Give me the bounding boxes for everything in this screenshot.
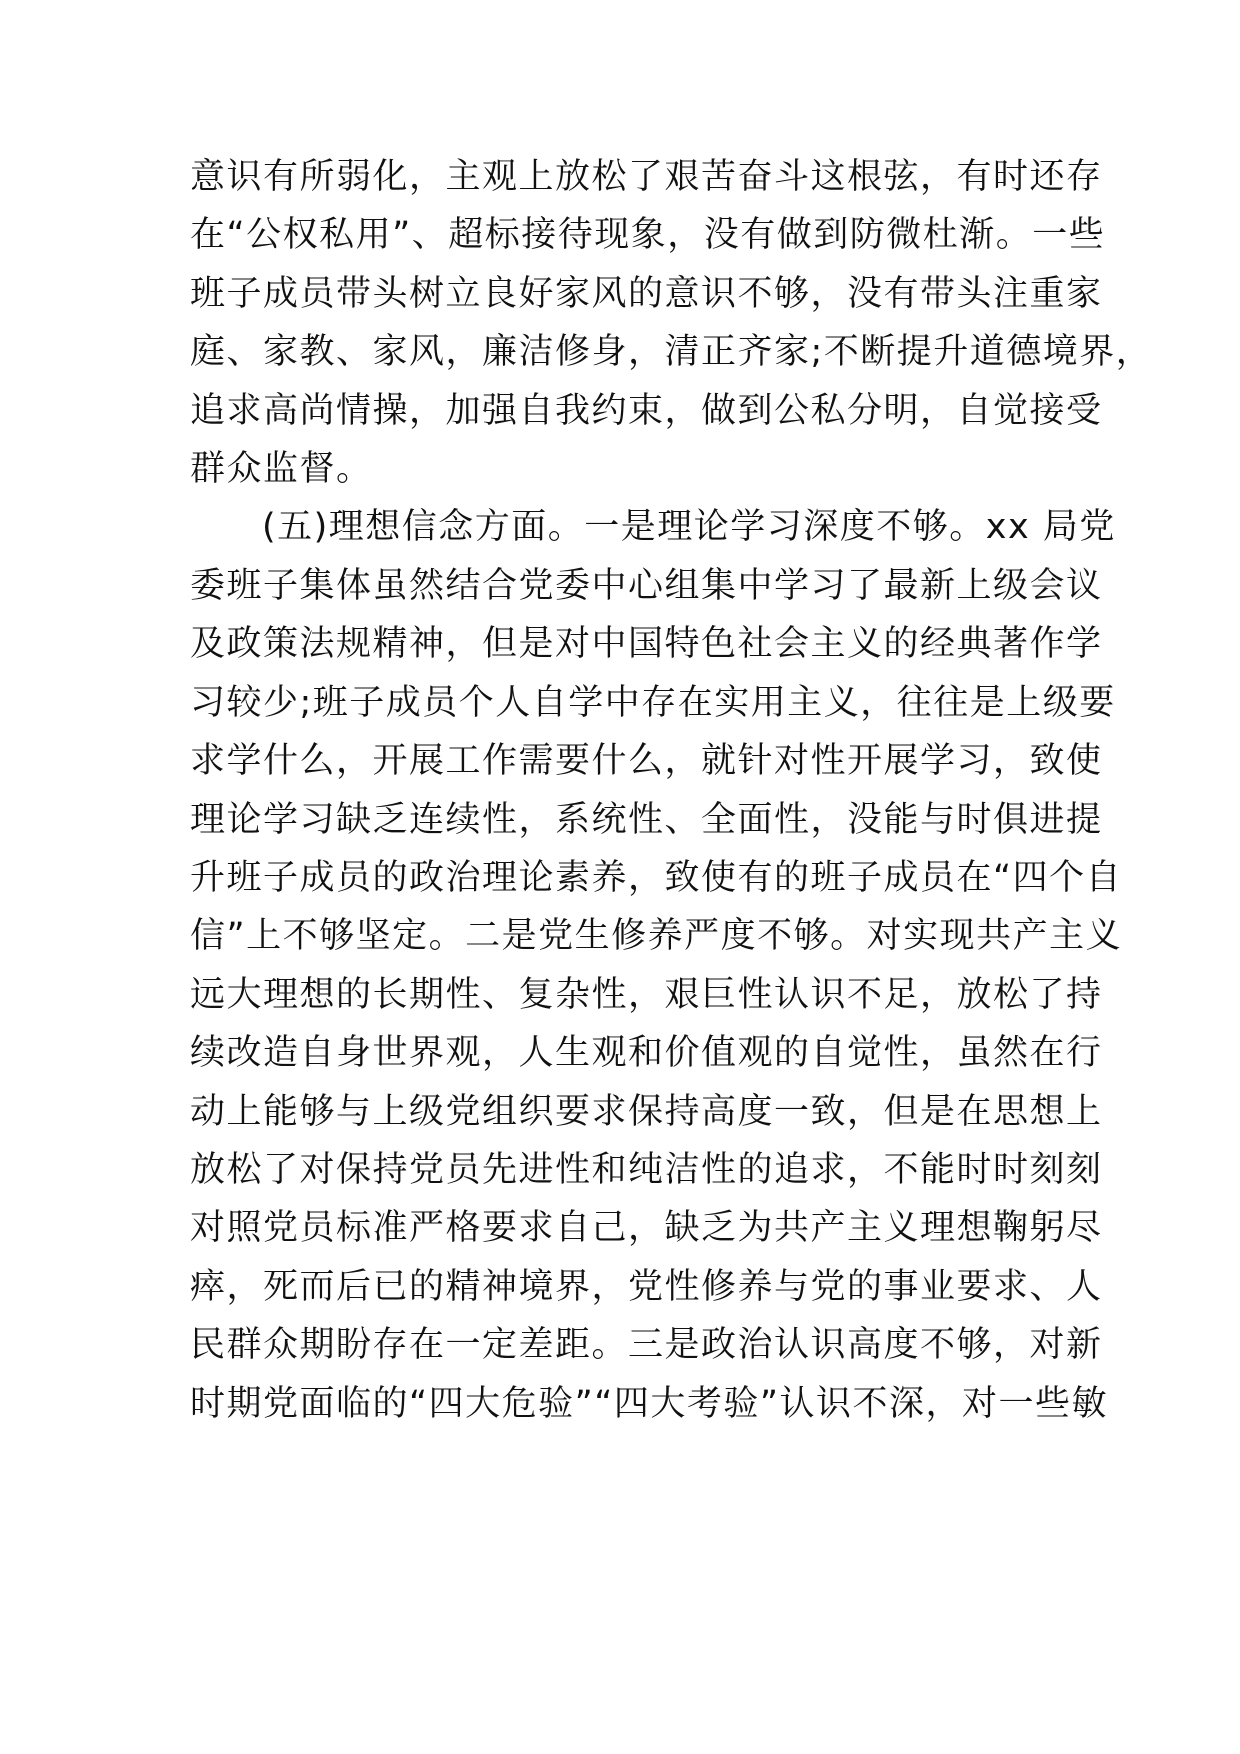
text-line: 委班子集体虽然结合党委中心组集中学习了最新上级会议: [190, 566, 1103, 606]
text-line: 及政策法规精神，但是对中国特色社会主义的经典著作学: [190, 624, 1103, 664]
text-line: 理论学习缺乏连续性，系统性、全面性，没能与时俱进提: [190, 800, 1103, 840]
section-heading-line: (五)理想信念方面。一是理论学习深度不够。xx 局党: [262, 507, 1116, 547]
text-line: 群众监督。: [190, 449, 373, 489]
text-line: 信”上不够坚定。二是党生修养严度不够。对实现共产主义: [190, 916, 1123, 956]
text-line: 民群众期盼存在一定差距。三是政治认识高度不够，对新: [190, 1325, 1103, 1365]
text-line: 动上能够与上级党组织要求保持高度一致，但是在思想上: [190, 1092, 1103, 1132]
text-line: 远大理想的长期性、复杂性，艰巨性认识不足，放松了持: [190, 975, 1103, 1015]
text-line: 续改造自身世界观，人生观和价值观的自觉性，虽然在行: [190, 1033, 1103, 1073]
text-line: 求学什么，开展工作需要什么，就针对性开展学习，致使: [190, 741, 1103, 781]
text-line: 对照党员标准严格要求自己，缺乏为共产主义理想鞠躬尽: [190, 1208, 1103, 1248]
text-line: 习较少;班子成员个人自学中存在实用主义，往往是上级要: [190, 683, 1116, 723]
text-line: 瘁，死而后已的精神境界，党性修养与党的事业要求、人: [190, 1267, 1103, 1307]
text-line: 意识有所弱化，主观上放松了艰苦奋斗这根弦，有时还存: [190, 157, 1103, 197]
text-line: 追求高尚情操，加强自我约束，做到公私分明，自觉接受: [190, 391, 1103, 431]
text-line: 班子成员带头树立良好家风的意识不够，没有带头注重家: [190, 274, 1103, 314]
text-line: 升班子成员的政治理论素养，致使有的班子成员在“四个自: [190, 858, 1123, 898]
text-line: 时期党面临的“四大危验”“四大考验”认识不深，对一些敏: [190, 1384, 1109, 1424]
text-line: 放松了对保持党员先进性和纯洁性的追求，不能时时刻刻: [190, 1150, 1103, 1190]
text-line: 庭、家教、家风，廉洁修身，清正齐家;不断提升道德境界，: [190, 332, 1153, 372]
text-line: 在“公权私用”、超标接待现象，没有做到防微杜渐。一些: [190, 215, 1106, 255]
